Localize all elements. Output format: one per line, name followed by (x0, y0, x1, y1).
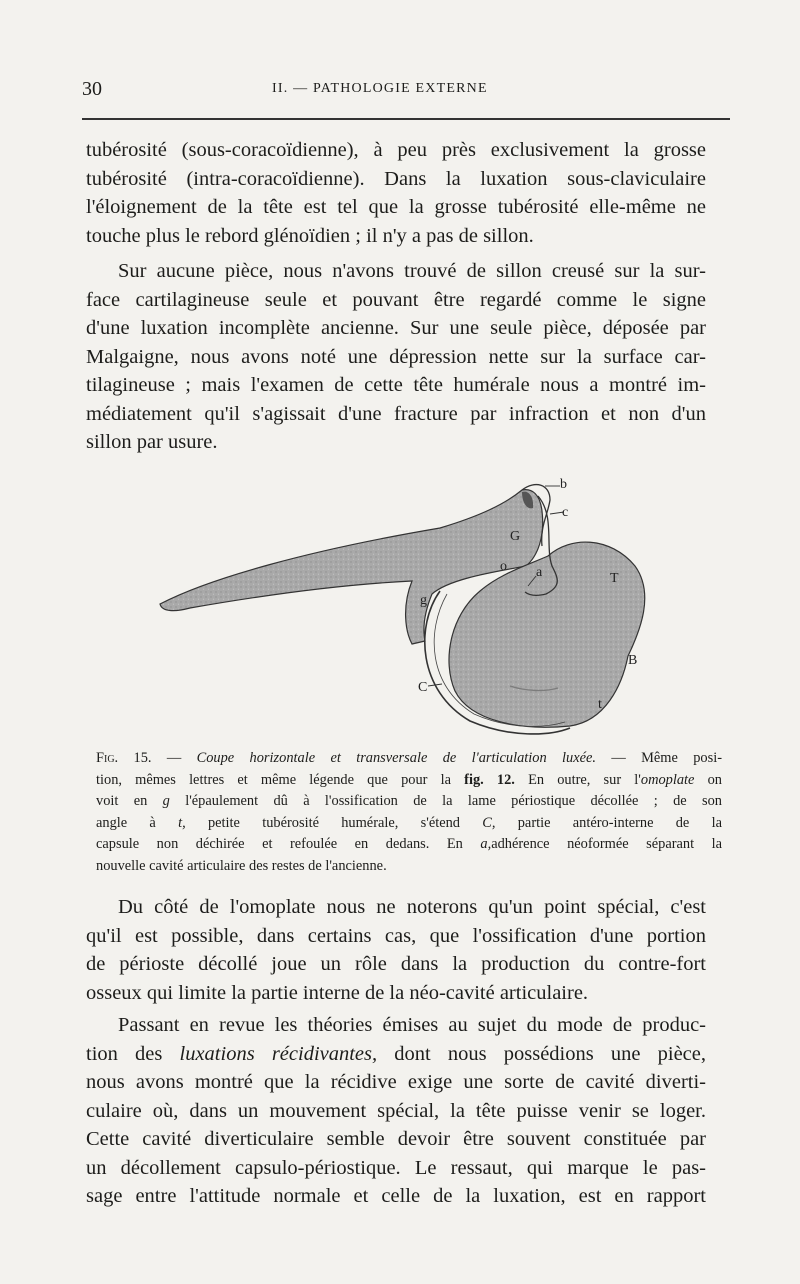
text-line (86, 1040, 706, 1069)
label-a: a (536, 565, 543, 580)
label-b: b (560, 477, 567, 492)
paragraph-1 (86, 136, 706, 250)
caption-italic: t, (178, 814, 186, 831)
text-line: tubérosité (intra-coracoïdienne). Dans la luxation sous-claviculaire (86, 167, 706, 190)
caption-text: l'épaulement dû à l'ossification de la lame périostique décollée ; de son (169, 793, 722, 809)
text-line: tubérosité (sous-coracoïdienne), à peu près exclusivement la grosse (86, 139, 706, 161)
text-line: touche plus le rebord glénoïdien ; il n'y a pas de sillon. (86, 224, 534, 247)
text-italic: luxations récidivantes, (179, 1042, 378, 1065)
caption-text: capsule non déchirée et refoulée en dedans. En (96, 836, 481, 852)
text-line: culaire où, dans un mouvement spécial, la tête puisse venir se loger. (86, 1099, 706, 1122)
text-line: l'éloignement de la tête est tel que la grosse tubérosité elle-même ne (86, 196, 706, 218)
caption-line: nouvelle cavité articulaire des restes de l'ancienne. (96, 857, 387, 874)
text-line: sage entre l'attitude normale et celle de la luxation, est en rapport (86, 1185, 706, 1207)
caption-fig-ref: fig. 12. (464, 771, 515, 788)
joint-section-illustration (150, 466, 670, 756)
caption-line (96, 813, 722, 835)
text-line: Sur aucune pièce, nous n'avons trouvé de sillon creusé sur la sur- (118, 260, 706, 282)
paragraph-3 (86, 893, 706, 1007)
text-line: osseux qui limite la partie interne de la néo-cavité articulaire. (86, 981, 589, 1004)
caption-line (96, 791, 722, 813)
caption-text: angle à (96, 814, 179, 831)
text-line: nous avons montré que la récidive exige une sorte de cavité diverti- (86, 1071, 706, 1093)
running-header (82, 78, 732, 104)
paragraph-4 (86, 1011, 706, 1211)
caption-line (96, 748, 722, 770)
text-line: sillon par usure. (86, 431, 218, 453)
page-number: 30 (82, 78, 102, 100)
caption-line (96, 770, 722, 792)
caption-italic: a, (480, 836, 492, 852)
caption-text: En outre, sur l' (514, 771, 641, 788)
caption-dash: — (151, 750, 197, 766)
text-segment: tion des (86, 1042, 180, 1065)
running-title: II. — PATHOLOGIE EXTERNE (272, 81, 488, 96)
text-line: un décollement capsulo-périostique. Le ressaut, qui marque le pas- (86, 1156, 706, 1179)
label-G: G (510, 529, 521, 544)
caption-italic: C, (482, 814, 496, 831)
text-line: Du côté de l'omoplate nous ne noterons qu'un point spécial, c'est (118, 896, 706, 918)
caption-title: Coupe horizontale et transversale de l'articulation luxée. (196, 750, 596, 766)
caption-fig-label: Fig. 15. (96, 750, 152, 766)
caption-text: on (694, 771, 722, 788)
label-T: T (610, 571, 619, 586)
caption-text: — Même posi- (595, 750, 722, 766)
label-t: t (598, 697, 602, 712)
text-line: tilagineuse ; mais l'examen de cette tête humérale nous a montré im- (86, 374, 706, 396)
label-o: o (500, 559, 507, 574)
text-line: face cartilagineuse seule et pouvant être regardé comme le signe (86, 288, 706, 311)
label-g: g (420, 593, 427, 608)
caption-text: voit en (96, 793, 163, 809)
text-line: d'une luxation incomplète ancienne. Sur une seule pièce, déposée par (86, 317, 706, 339)
caption-text: partie antéro-interne de la (495, 814, 722, 831)
text-line: Cette cavité diverticulaire semble devoir être souvent constituée par (86, 1128, 706, 1150)
text-segment: dont nous possédions une pièce, (377, 1042, 706, 1065)
figure-15-joint-section (150, 466, 670, 756)
caption-text: petite tubérosité humérale, s'étend (185, 814, 483, 831)
paragraph-2 (86, 257, 706, 457)
text-line: de périoste décollé joue un rôle dans la production du contre-fort (86, 953, 706, 975)
text-line: Passant en revue les théories émises au sujet du mode de produc- (118, 1014, 706, 1036)
label-c-small: c (562, 505, 569, 520)
caption-line (96, 834, 722, 856)
label-B: B (628, 653, 638, 668)
caption-text: adhérence néoformée séparant la (491, 836, 722, 852)
caption-italic: omoplate (640, 771, 695, 788)
text-line: Malgaigne, nous avons noté une dépression nette sur la surface car- (86, 345, 706, 368)
caption-italic: g (162, 793, 170, 809)
figure-caption (96, 748, 722, 877)
header-rule (82, 118, 730, 120)
text-line: médiatement qu'il s'agissait d'une fracture par infraction et non d'un (86, 402, 706, 425)
label-C: C (418, 680, 428, 695)
text-line: qu'il est possible, dans certains cas, que l'ossification d'une portion (86, 924, 706, 947)
caption-text: tion, mêmes lettres et même légende que pour la (96, 771, 465, 788)
